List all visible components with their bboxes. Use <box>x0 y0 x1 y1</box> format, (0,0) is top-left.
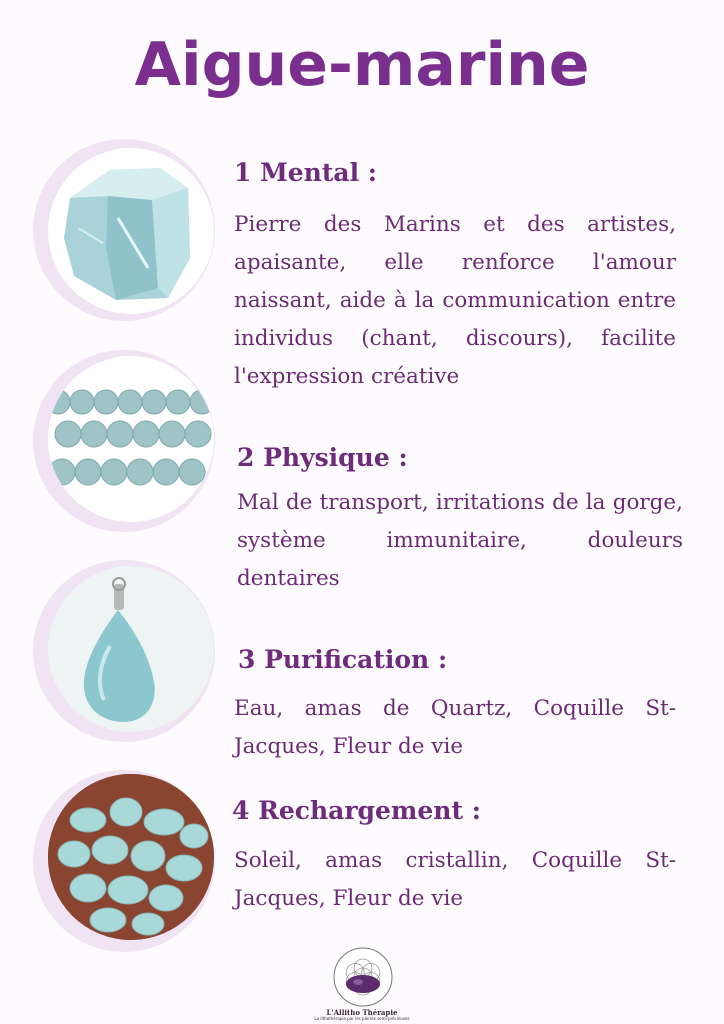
tumbled-stones-image <box>48 774 214 940</box>
section-text-physique: Mal de transport, irritations de la gorge, système immunitaire, douleurs dentaires <box>237 490 683 591</box>
raw-crystal-image <box>48 148 214 314</box>
section-heading-mental: 1 Mental : <box>234 158 378 187</box>
section-text-rechargement: Soleil, amas cristallin, Coquille St-Jacques, Fleur de vie <box>234 848 676 911</box>
section-heading-physique: 2 Physique : <box>237 443 408 472</box>
page-title: Aigue-marine <box>134 30 590 100</box>
section-text-purification: Eau, amas de Quartz, Coquille St-Jacques, Fleur de vie <box>234 696 676 759</box>
section-heading-purification: 3 Purification : <box>238 645 448 674</box>
flower-of-life-logo-icon <box>332 946 394 1008</box>
section-heading-rechargement: 4 Rechargement : <box>232 796 481 825</box>
section-text-mental: Pierre des Marins et des artistes, apaisante, elle renforce l'amour naissant, aide à la communication entre individus (chant, discours), facilite l'expression créative <box>234 212 676 389</box>
footer-tagline: La lithothérapie par les pierres semi-précieuses <box>314 1016 410 1021</box>
bead-strands-image <box>48 356 214 522</box>
footer-brand: L'Allitho Thérapie <box>326 1008 398 1017</box>
pendant-image <box>48 566 214 732</box>
